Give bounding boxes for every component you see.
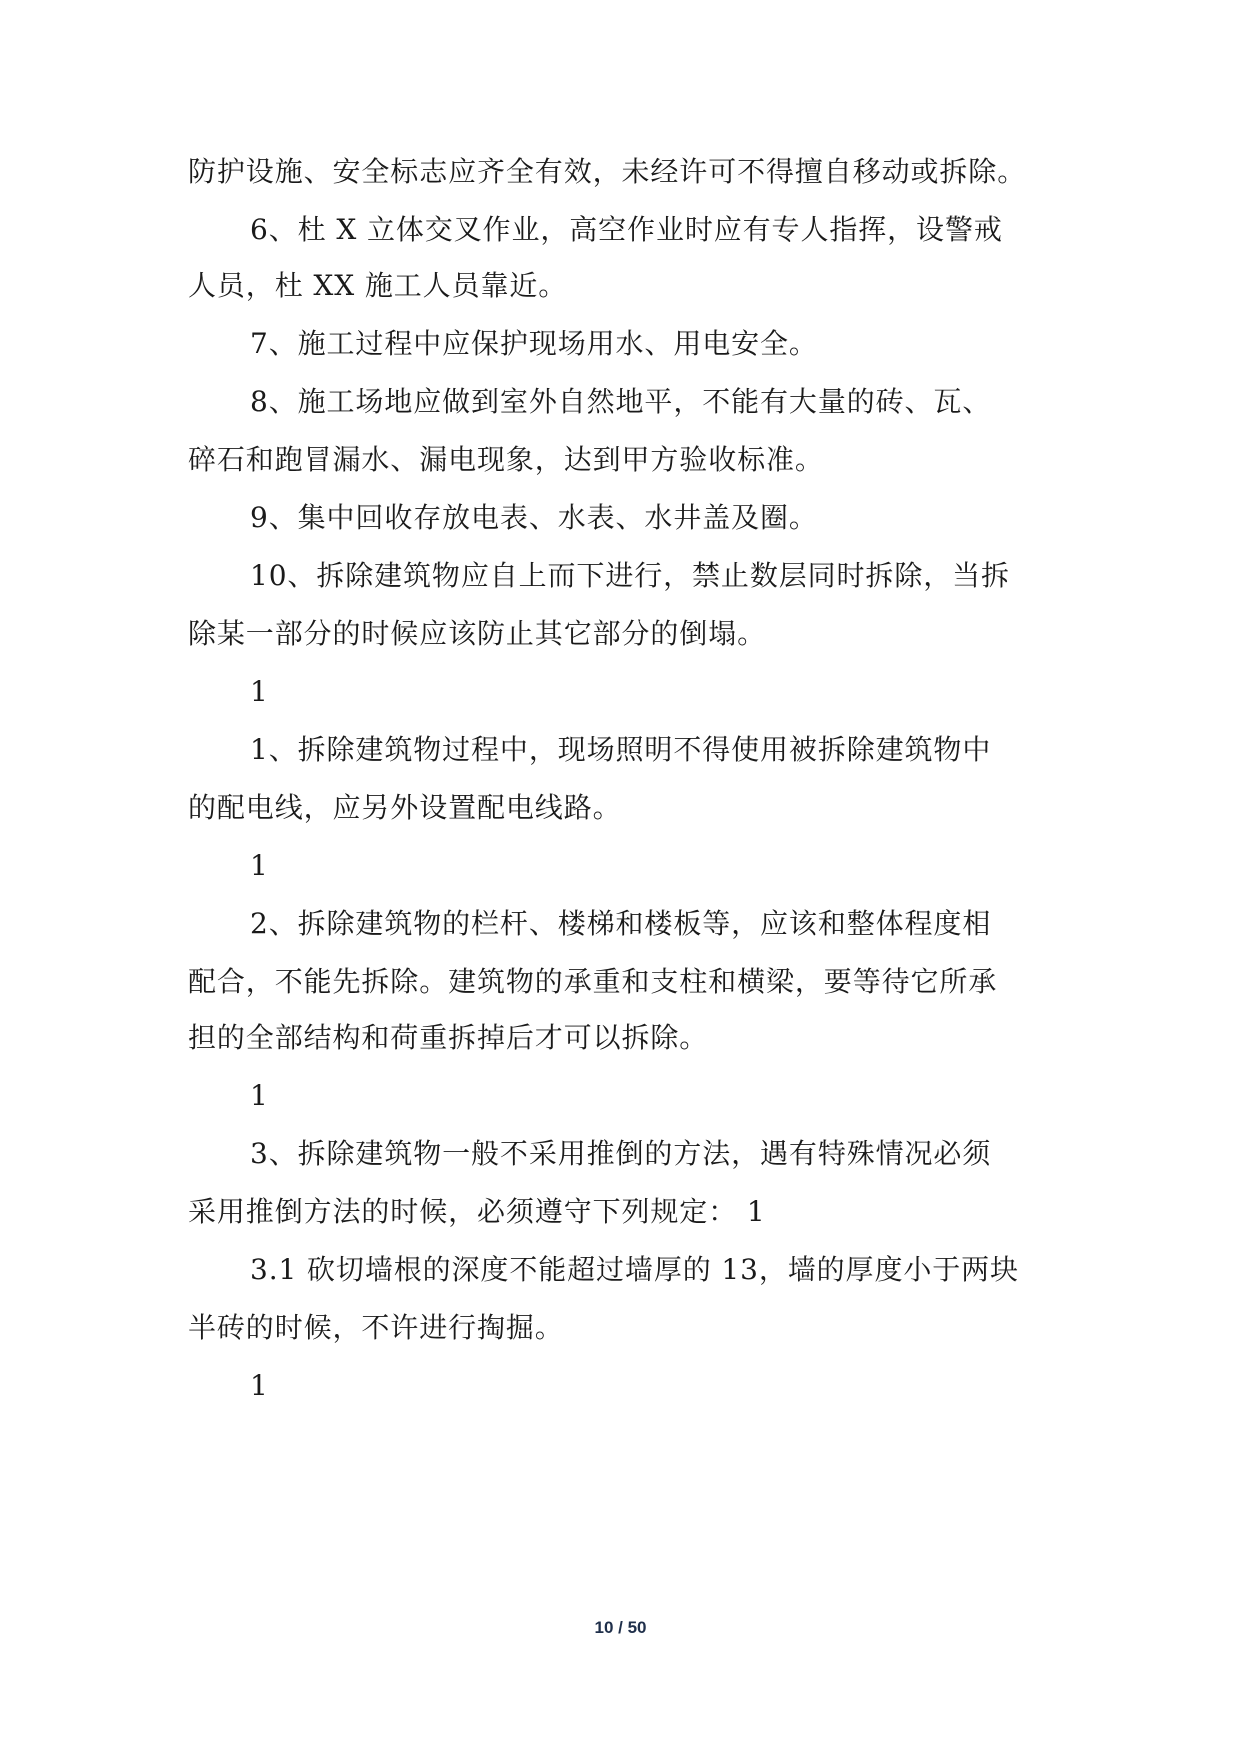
text-line: 7、施工过程中应保护现场用水、用电安全。 bbox=[250, 327, 818, 360]
text-line: 1、拆除建筑物过程中，现场照明不得使用被拆除建筑物中 bbox=[250, 733, 992, 766]
text-line: 人员，杜 XX 施工人员靠近。 bbox=[188, 269, 568, 302]
text-line: 8、施工场地应做到室外自然地平，不能有大量的砖、瓦、 bbox=[250, 385, 992, 418]
text-line: 碎石和跑冒漏水、漏电现象，达到甲方验收标准。 bbox=[188, 443, 824, 476]
text-line: 1 bbox=[250, 675, 269, 708]
text-line: 担的全部结构和荷重拆掉后才可以拆除。 bbox=[188, 1021, 709, 1054]
text-line: 防护设施、安全标志应齐全有效，未经许可不得擅自移动或拆除。 bbox=[188, 155, 1027, 188]
page-number: 10 / 50 bbox=[594, 1618, 647, 1637]
text-line: 2、拆除建筑物的栏杆、楼梯和楼板等，应该和整体程度相 bbox=[250, 907, 992, 940]
text-line: 配合，不能先拆除。建筑物的承重和支柱和横梁，要等待它所承 bbox=[188, 965, 998, 998]
text-line: 除某一部分的时候应该防止其它部分的倒塌。 bbox=[188, 617, 767, 650]
text-line: 6、杜 X 立体交叉作业，高空作业时应有专人指挥，设警戒 bbox=[250, 213, 1003, 246]
text-line: 采用推倒方法的时候，必须遵守下列规定： 1 bbox=[188, 1195, 766, 1228]
text-line: 3、拆除建筑物一般不采用推倒的方法，遇有特殊情况必须 bbox=[250, 1137, 992, 1170]
text-line: 3.1 砍切墙根的深度不能超过墙厚的 13，墙的厚度小于两块 bbox=[250, 1253, 1019, 1286]
text-line: 的配电线，应另外设置配电线路。 bbox=[188, 791, 622, 824]
text-line: 10、拆除建筑物应自上而下进行，禁止数层同时拆除，当拆 bbox=[250, 559, 1010, 592]
text-line: 9、集中回收存放电表、水表、水井盖及圈。 bbox=[250, 501, 818, 534]
text-line: 1 bbox=[250, 1079, 269, 1112]
text-line: 1 bbox=[250, 849, 269, 882]
text-line: 半砖的时候，不许进行掏掘。 bbox=[188, 1311, 564, 1344]
text-line: 1 bbox=[250, 1369, 269, 1402]
